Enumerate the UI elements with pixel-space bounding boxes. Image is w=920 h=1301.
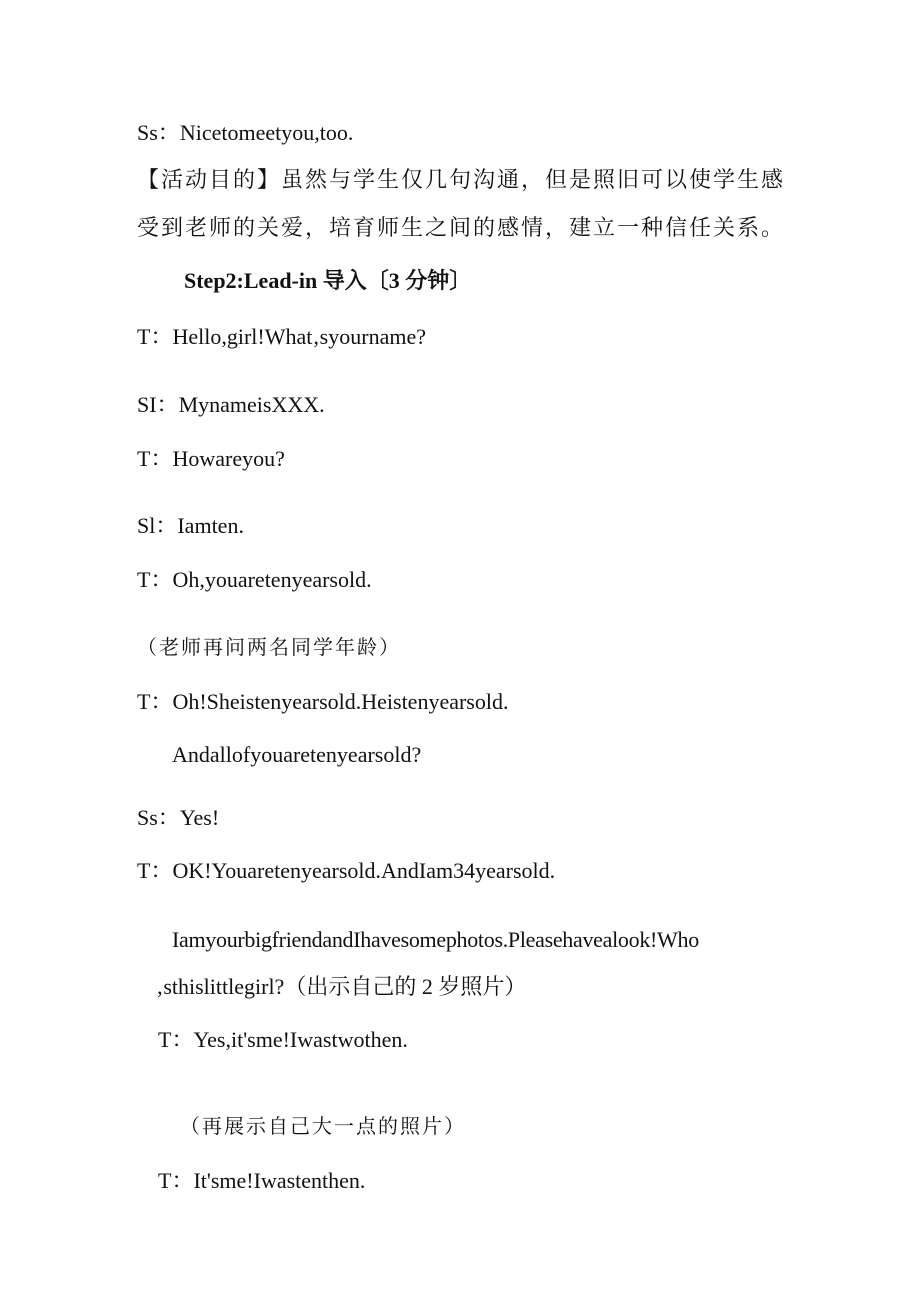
line-text: Yes,it'sme!Iwastwothen. [193, 1027, 408, 1052]
activity-purpose-line-1 [137, 166, 785, 196]
line-text: 【活动目的】虽然与学生仅几句沟通，但是照旧可以使学生感 [137, 168, 786, 193]
dialogue-line-7-cont [172, 740, 421, 770]
line-text: Andallofyouaretenyearsold? [172, 742, 422, 767]
line-text: Iamten. [177, 513, 244, 538]
activity-purpose-line-2 [137, 214, 785, 244]
dialogue-line-9-cont-1 [172, 925, 699, 955]
speaker-label: T： [137, 567, 173, 592]
line-text: MynameisXXX. [178, 392, 325, 417]
line-text: IamyourbigfriendandIhavesomephotos.Pleasehavealook!Who [172, 927, 699, 952]
dialogue-line-6 [137, 565, 372, 595]
dialogue-line-5 [137, 511, 244, 541]
line-text: （再展示自己大一点的照片） [180, 1114, 466, 1138]
speaker-label: Ss： [137, 120, 180, 145]
dialogue-line-8 [137, 803, 219, 833]
speaker-label: T： [137, 446, 173, 471]
line-text: 受到老师的关爱，培育师生之间的感情，建立一种信任关系。 [137, 216, 786, 241]
speaker-label: T： [137, 324, 173, 349]
line-text: Howareyou? [172, 446, 285, 471]
dialogue-line-10 [158, 1025, 408, 1055]
speaker-label: T： [137, 858, 173, 883]
speaker-label: T： [158, 1168, 194, 1193]
speaker-label: T： [158, 1027, 194, 1052]
line-text: （老师再问两名同学年龄） [137, 635, 401, 659]
line-text: ‚sthislittlegirl?（出示自己的 2 岁照片） [156, 974, 527, 999]
speaker-label: Ss： [137, 805, 180, 830]
dialogue-line-9-cont-2 [156, 972, 526, 1002]
dialogue-line-4 [137, 444, 285, 474]
dialogue-line-7 [137, 687, 508, 717]
dialogue-line-11 [158, 1166, 365, 1196]
stage-direction-2 [180, 1111, 466, 1141]
line-text: Yes! [179, 805, 220, 830]
speaker-label: T： [137, 689, 173, 714]
speaker-label: SI： [137, 392, 179, 417]
line-text: Oh!Sheistenyearsold.Heistenyearsold. [172, 689, 509, 714]
dialogue-line-2 [137, 322, 426, 352]
speaker-label: Sl： [137, 513, 178, 538]
line-text: OK!Youaretenyearsold.AndIam34yearsold. [172, 858, 556, 883]
dialogue-line-9 [137, 856, 555, 886]
line-text: Nicetomeetyou,too. [179, 120, 354, 145]
section-heading [184, 266, 471, 296]
line-text: Oh,youaretenyearsold. [172, 567, 372, 592]
heading-text: Step2:Lead-in 导入〔3 分钟〕 [184, 268, 472, 293]
dialogue-line-3 [137, 390, 325, 420]
line-text: Hello,girl!What‚syourname? [172, 324, 426, 349]
line-text: It'sme!Iwastenthen. [193, 1168, 366, 1193]
stage-direction-1 [137, 632, 401, 662]
dialogue-line-1 [137, 118, 353, 148]
